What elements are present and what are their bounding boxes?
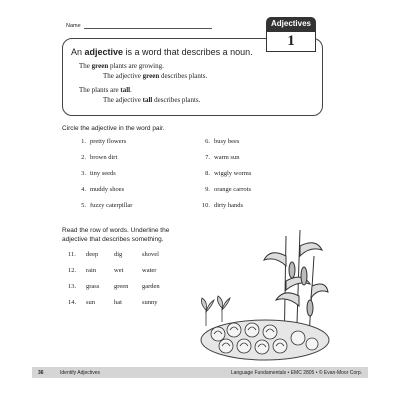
ex1-sa: The (79, 62, 92, 70)
word-pair-text: tiny seeds (90, 170, 116, 177)
ex2-eb: tall (142, 96, 153, 104)
section-tab: Adjectives (266, 17, 316, 31)
row-word[interactable]: sun (86, 299, 96, 306)
lesson-number: 1 (266, 31, 316, 52)
example2-sentence (79, 86, 132, 94)
example1-sentence (79, 62, 164, 70)
item-number: 6. (205, 138, 210, 145)
item-number: 1. (81, 138, 86, 145)
page-footer (32, 367, 368, 378)
row-number: 13. (68, 283, 77, 290)
definition-suffix: is a word that describes a noun. (123, 47, 253, 57)
copyright: Language Fundamentals • EMC 2805 • © Evan-Moor Corp. (230, 370, 362, 376)
word-pair-item[interactable] (72, 154, 117, 161)
ex1-sb: green (91, 62, 109, 70)
definition-prefix: An (71, 47, 85, 57)
row-word[interactable]: green (114, 283, 129, 290)
row-word[interactable]: deep (86, 251, 99, 258)
ex1-ec: describes plants. (159, 72, 208, 80)
plant-icon (202, 296, 231, 326)
word-pair-text: fuzzy caterpillar (90, 202, 133, 209)
definition (71, 47, 253, 57)
ex1-sc: plants are growing. (108, 62, 164, 70)
name-write-line[interactable] (84, 22, 212, 29)
word-pair-text: muddy shoes (90, 186, 125, 193)
name-label: Name (66, 23, 81, 29)
ex2-sc: . (130, 86, 132, 94)
row-word[interactable]: garden (142, 283, 160, 290)
item-number: 10. (201, 202, 210, 209)
example1-explanation (103, 72, 207, 80)
row-number: 14. (68, 299, 77, 306)
row-number: 11. (68, 251, 76, 258)
row-word[interactable]: dig (114, 251, 123, 258)
ex1-ea: The adjective (103, 72, 143, 80)
row-word[interactable]: grass (86, 283, 100, 290)
row-word[interactable]: sunny (142, 299, 158, 306)
name-field (66, 22, 212, 29)
skill-label: Identify Adjectives (60, 370, 101, 376)
example2-explanation (103, 96, 200, 104)
word-pair-text: pretty flowers (90, 138, 127, 145)
word-pair-text: warm sun (214, 154, 240, 161)
word-pair-item[interactable] (72, 186, 124, 193)
item-number: 7. (205, 154, 210, 161)
part1-instruction: Circle the adjective in the word pair. (62, 125, 165, 132)
word-pair-text: wiggly worms (214, 170, 252, 177)
item-number: 9. (205, 186, 210, 193)
part2-instruction-line2: adjective that describes something. (62, 236, 164, 243)
part2-instruction-line1: Read the row of words. Underline the (62, 227, 170, 234)
ex1-eb: green (142, 72, 160, 80)
word-pair-item[interactable] (72, 170, 116, 177)
row-number: 12. (68, 267, 77, 274)
ex2-sb: tall (120, 86, 131, 94)
page-number: 36 (38, 370, 44, 376)
word-pair-text: orange carrots (214, 186, 251, 193)
item-number: 5. (81, 202, 86, 209)
item-number: 2. (81, 154, 86, 161)
word-pair-text: dirty hands (214, 202, 244, 209)
row-word[interactable]: wet (114, 267, 124, 274)
ex2-ea: The adjective (103, 96, 143, 104)
ex2-sa: The plants are (79, 86, 121, 94)
word-pair-item[interactable] (196, 138, 239, 145)
item-number: 4. (81, 186, 86, 193)
word-pair-item[interactable] (196, 186, 251, 193)
part2-instruction (62, 226, 169, 244)
word-pair-item[interactable] (196, 202, 243, 209)
word-pair-item[interactable] (72, 138, 126, 145)
row-word[interactable]: rain (86, 267, 97, 274)
word-pair-item[interactable] (72, 202, 132, 209)
word-pair-text: brown dirt (90, 154, 118, 161)
garden-illustration (200, 226, 330, 362)
item-number: 3. (81, 170, 86, 177)
item-number: 8. (205, 170, 210, 177)
definition-term: adjective (84, 47, 124, 57)
word-pair-item[interactable] (196, 154, 239, 161)
row-word[interactable]: water (142, 267, 157, 274)
row-word[interactable]: hat (114, 299, 122, 306)
word-pair-item[interactable] (196, 170, 251, 177)
ex2-ec: describes plants. (152, 96, 201, 104)
row-word[interactable]: shovel (142, 251, 159, 258)
word-pair-text: busy bees (214, 138, 240, 145)
